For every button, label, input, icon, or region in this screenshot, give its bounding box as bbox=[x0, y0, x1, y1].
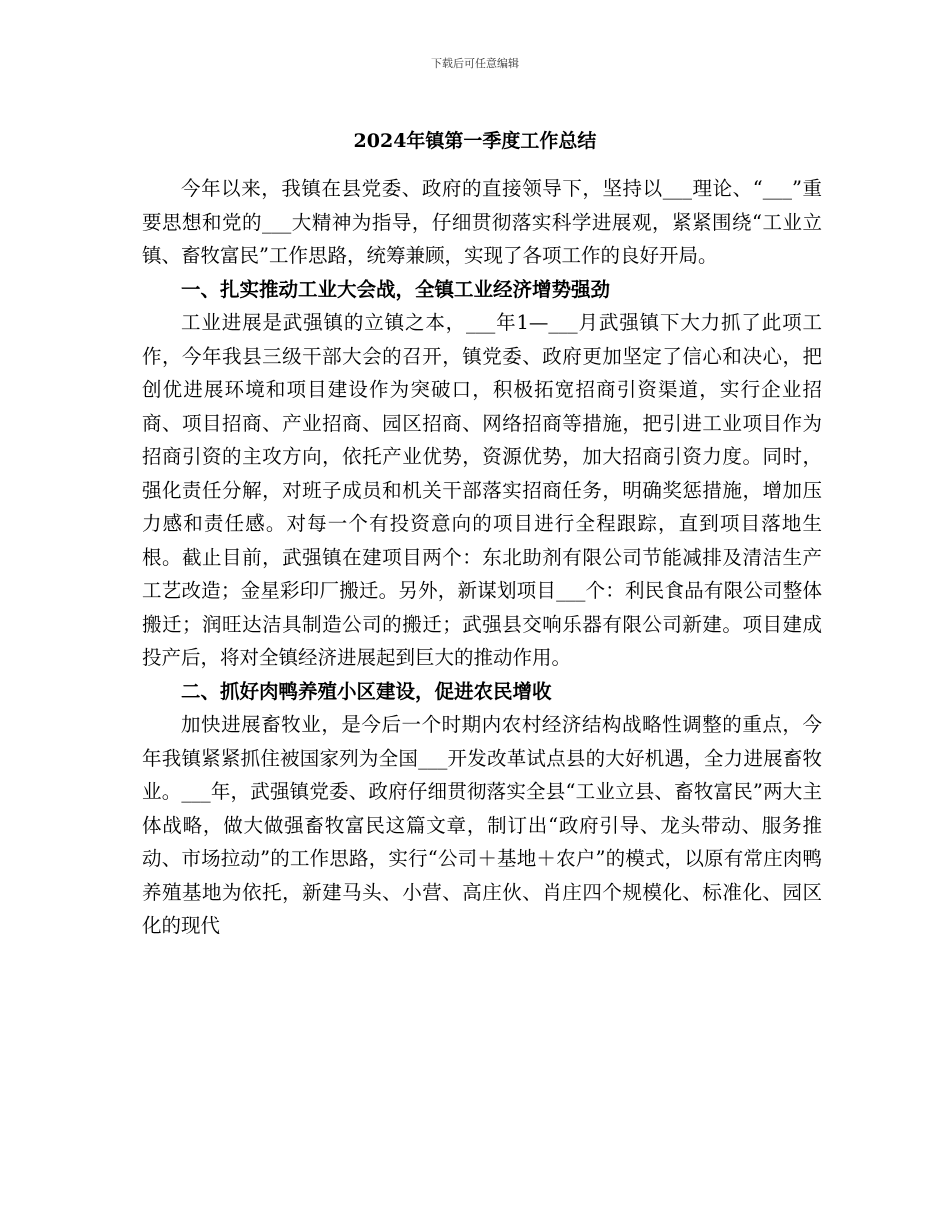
section-1-paragraph: 工业进展是武强镇的立镇之本，___年1—___月武强镇下大力抓了此项工作，今年我县三级干部大会的召开，镇党委、政府更加坚定了信心和决心，把创优进展环境和项目建设作为突破口，积极拓宽招商引资渠道，实行企业招商、项目招商、产业招商、园区招商、网络招商等措施，把引进工业项目作为招商引资的主攻方向，依托产业优势，资源优势，加大招商引资力度。同时，强化责任分解，对班子成员和机关干部落实招商任务，明确奖惩措施，增加压力感和责任感。对每一个有投资意向的项目进行全程跟踪，直到项目落地生根。截止目前，武强镇在建项目两个：东北助剂有限公司节能减排及清洁生产工艺改造；金星彩印厂搬迁。另外，新谋划项目___个：利民食品有限公司整体搬迁；润旺达洁具制造公司的搬迁；武强县交响乐器有限公司新建。项目建成投产后，将对全镇经济进展起到巨大的推动作用。 bbox=[142, 311, 822, 669]
intro-paragraph: 今年以来，我镇在县党委、政府的直接领导下，坚持以___理论、“___”重要思想和党的___大精神为指导，仔细贯彻落实科学进展观，紧紧围绕“工业立镇、畜牧富民”工作思路，统筹兼顾，实现了各项工作的良好开局。 bbox=[142, 177, 822, 267]
section-heading-2: 二、抓好肉鸭养殖小区建设，促进农民增收 bbox=[181, 679, 552, 703]
header-note: 下载后可任意编辑 bbox=[431, 57, 519, 70]
section-heading-1: 一、扎实推动工业大会战，全镇工业经济增势强劲 bbox=[181, 277, 611, 301]
document-title: 2024年镇第一季度工作总结 bbox=[353, 130, 597, 152]
document-body bbox=[142, 172, 822, 943]
section-2-paragraph: 加快进展畜牧业，是今后一个时期内农村经济结构战略性调整的重点，今年我镇紧紧抓住被国家列为全国___开发改革试点县的大好机遇，全力进展畜牧业。___年，武强镇党委、政府仔细贯彻落实全县“工业立县、畜牧富民”两大主体战略，做大做强畜牧富民这篇文章，制订出“政府引导、龙头带动、服务推动、市场拉动”的工作思路，实行“公司＋基地＋农户”的模式，以原有常庄肉鸭养殖基地为依托，新建马头、小营、高庄伙、肖庄四个规模化、标准化、园区化的现代 bbox=[142, 713, 822, 937]
